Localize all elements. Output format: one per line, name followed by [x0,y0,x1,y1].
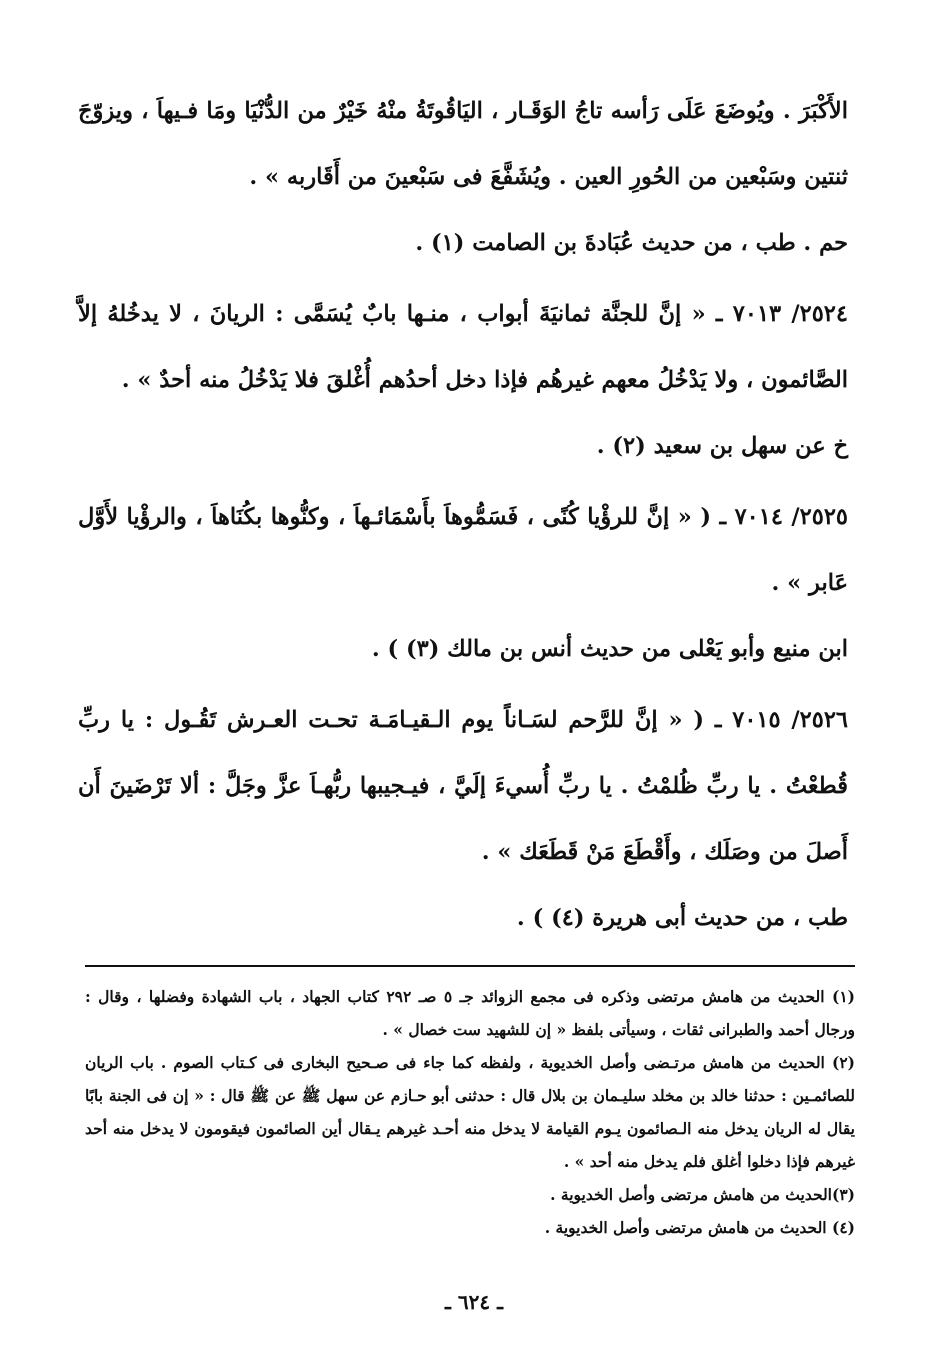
footnote-2: (٢) الحديث من هامش مرتـضى وأصل الخديوية ، ولفظه كما جاء فى صـحيح البخارى فى كـتاب الصوم . باب الريان للصائمـين : حدثنا خالد بن مخلد سليـمان بن بلال قال : حدثنى أبو حـازم عن سهل ﷺ عن ﷺ قال : « إن فى الجنة بابًا يقال له الريان يدخل منه الـصائمون يـوم القيامة لا يدخل منه أحـد غيرهم يـقال أين الصائمون فيقومون لا يدخل منه أحد غيرهم فإذا دخلوا أغلق فلم يدخل منه أحد » . [85,1053,855,1171]
footnote-3: (٣)الحديث من هامش مرتضى وأصل الخديوية . [550,1185,855,1204]
hadith-2525: ٢٥٢٥/ ٧٠١٤ ـ ( « إنَّ للرؤْيا كُنًى ، فَسَمُّوهاَ بأَسْمَائـهاَ ، وكنُّوها بكُنَاهاَ ، والرؤْيا لأَوَّل عَابر » . [78,504,848,596]
main-text [78,78,848,951]
hadith-2526: ٢٥٢٦/ ٧٠١٥ ـ ( « إنَّ للرَّحم لسَـاناً يوم الـقيـامَـة تحـت العـرش تَقُـول : يا ربِّ قُطعْتُ . يا ربِّ ظُلمْتُ . يا ربِّ أُسيءَ إلَيَّ ، فيـجيبها ربُّهـاَ عزَّ وجَلَّ : ألا تَرْضَينَ أَن أَصلَ من وصَلَك ، وأَقْطَعَ مَنْ قَطَعَك » . [78,707,848,865]
footnote-1: (١) الحديث من هامش مرتضى وذكره فى مجمع الزوائد جـ ٥ صـ ٢٩٢ كتاب الجهاد ، باب الشهادة وفضلها ، وقال : ورجال أحمد والطبرانى ثقات ، وسيأتى بلفظ « إن للشهيد ست خصال » . [85,987,855,1039]
page-number: ـ ٦٢٤ ـ [445,1290,503,1314]
footnote-4: (٤) الحديث من هامش مرتضى وأصل الخديوية . [544,1218,855,1237]
hadith-continuation: الأَكْبَرَ . ويُوضَعَ عَلَى رَأسه تاجُ الوَقَـار ، اليَاقُوتَةُ منْهُ خَيْرٌ من الدُّنْيَا ومَا فـيهاَ ، ويزوّجَ ثنتين وسَبْعين من الحُورِ العين . ويُشَفَّعَ فى سَبْعينَ من أَقَاربه » . [78,98,848,190]
hadith-source: طب ، من حديث أبى هريرة (٤) ) . [516,905,848,931]
hadith-source: خ عن سهل بن سعيد (٢) . [596,433,848,459]
footnotes [85,980,855,1244]
hadith-source: حم . طب ، من حديث عُبَادةَ بن الصامت (١) . [415,230,848,256]
hadith-2524: ٢٥٢٤/ ٧٠١٣ ـ « إنَّ للجنَّة ثمانيَةَ أبواب ، منـها بابٌ يُسَمَّى : الريانَ ، لا يدخُلهُ إلاَّ الصَّائمون ، ولا يَدْخُلُ معهم غيرهُم فإذا دخل أحدُهم أُغْلقَ فلا يَدْخُلُ منه أحدٌ » . [78,301,848,393]
footnote-divider [85,965,855,967]
hadith-source: ابن منيع وأبو يَعْلى من حديث أنس بن مالك (٣) ) . [371,636,848,662]
